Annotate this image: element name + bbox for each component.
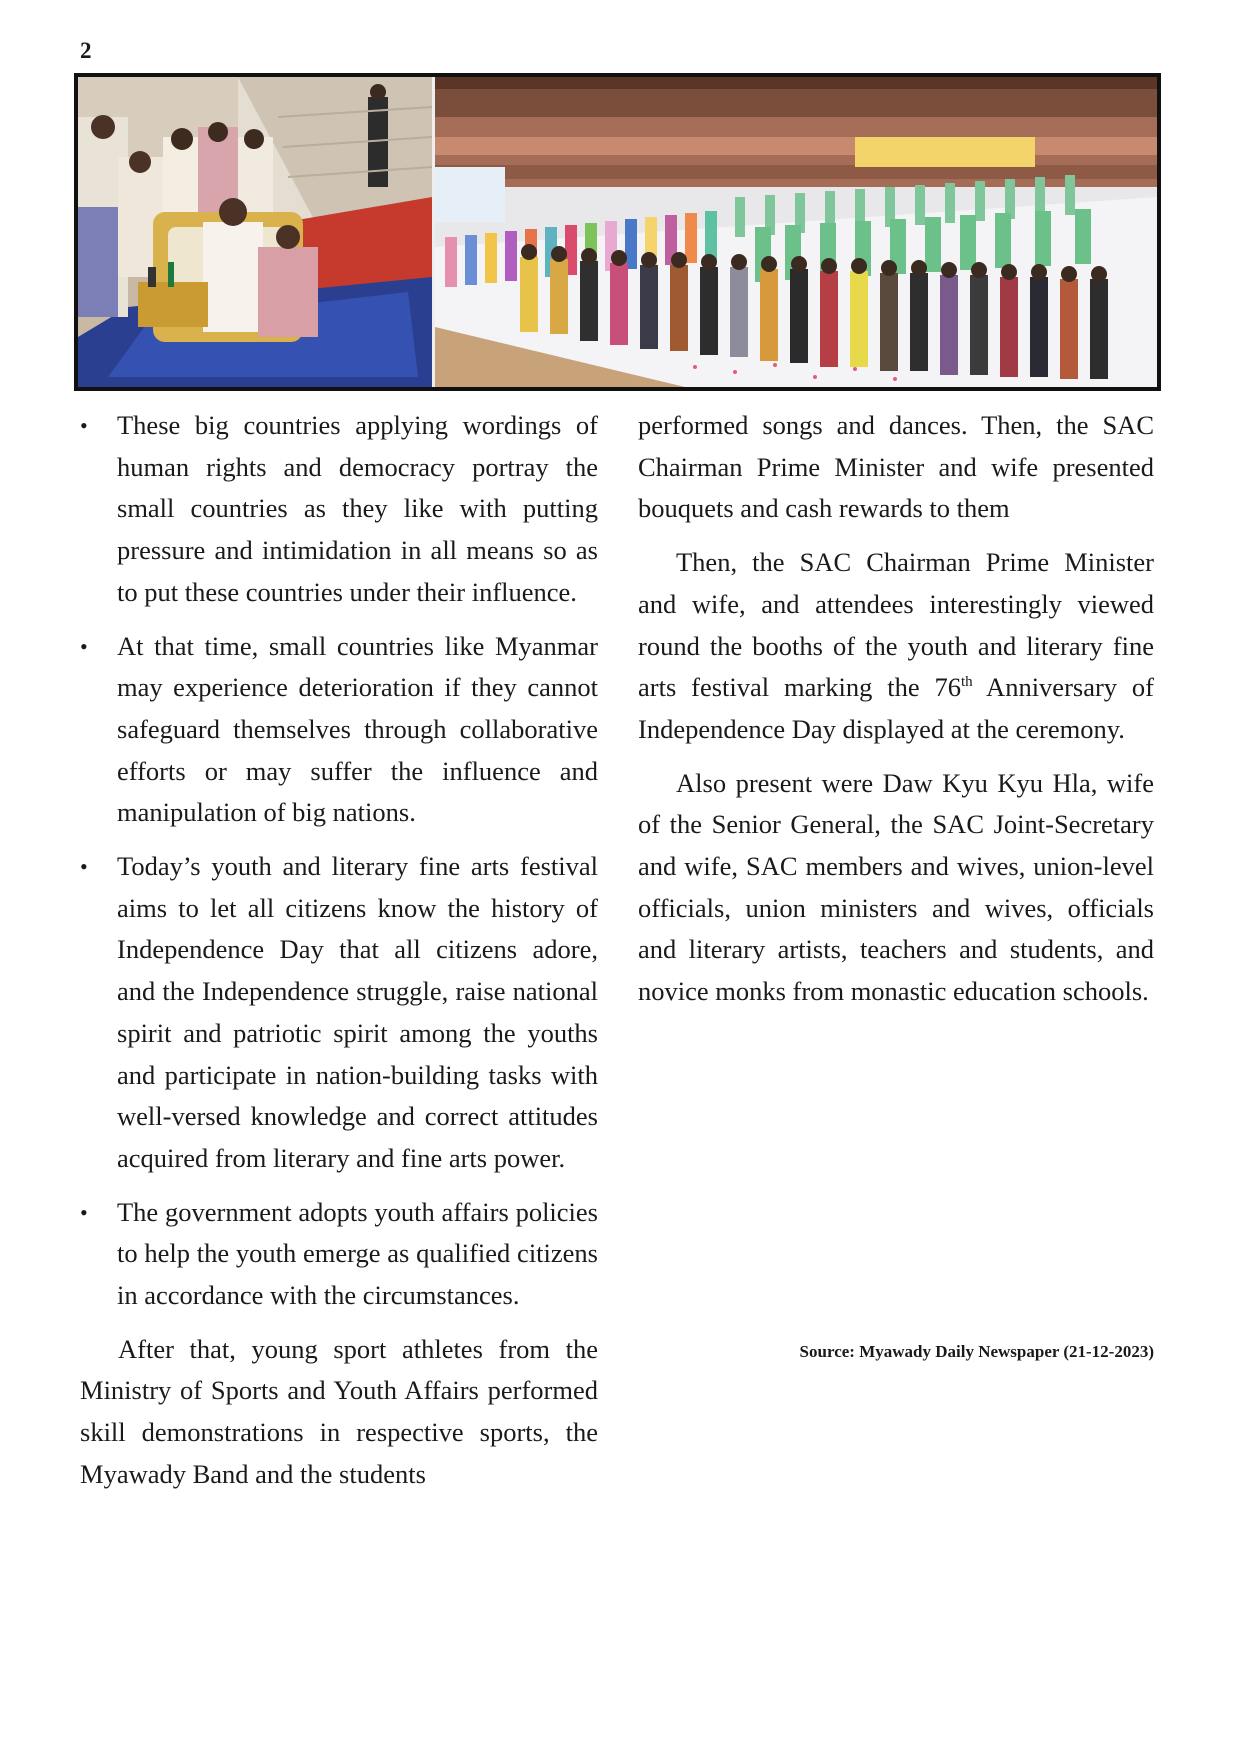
photo-strip bbox=[74, 73, 1161, 391]
bullet-text: Today’s youth and literary fine arts festival aims to let all citizens know the history of Independence Day that all citizens adore, and the Independence struggle, raise national spirit and patriotic spirit among the youths and participate in nation-building tasks with well-versed knowledge and correct attitudes acquired from literary and fine arts power. bbox=[117, 851, 598, 1173]
bullet-dot-icon: • bbox=[80, 854, 88, 880]
bullet-item bbox=[80, 846, 598, 1180]
bullet-dot-icon: • bbox=[80, 1199, 88, 1225]
source-credit: Source: Myawady Daily Newspaper (21-12-2023) bbox=[799, 1342, 1154, 1361]
bullet-item bbox=[80, 1192, 598, 1317]
booths-text-end: Anniversary of Independence Day displayed at the ceremony. bbox=[638, 672, 1154, 744]
bullet-list bbox=[80, 405, 598, 1317]
stadium-performers-photo bbox=[435, 77, 1157, 387]
paragraph-booths bbox=[638, 542, 1154, 751]
bullet-item bbox=[80, 405, 598, 614]
bullet-text: At that time, small countries like Myanmar may experience deterioration if they cannot safeguard themselves through collaborative efforts or may suffer the influence and manipulation of big nations. bbox=[117, 630, 598, 828]
bullet-text: These big countries applying wordings of human rights and democracy portray the small countries as they like with putting pressure and intimidation in all means so as to put these countries under their influence. bbox=[117, 410, 598, 607]
page-number: 2 bbox=[80, 38, 92, 63]
paragraph-athletes-continued: performed songs and dances. Then, the SAC Chairman Prime Minister and wife presented bouquets and cash rewards to them bbox=[638, 410, 1154, 524]
officials-seated-photo bbox=[78, 77, 435, 387]
paragraph-attendees: Also present were Daw Kyu Kyu Hla, wife of the Senior General, the SAC Joint-Secretary and wife, SAC members and wives, union-level officials, union ministers and wives, officials and literary artists, teachers and students, and novice monks from monastic education schools. bbox=[638, 767, 1154, 1007]
left-column bbox=[80, 405, 598, 1496]
bullet-dot-icon: • bbox=[80, 633, 88, 659]
right-column bbox=[638, 405, 1154, 1025]
paragraph-athletes: After that, young sport athletes from the Ministry of Sports and Youth Affairs performed skill demonstrations in respective sports, the Myawady Band and the students bbox=[80, 1333, 598, 1489]
booths-text-start: Then, the SAC Chairman Prime Minister and wife, and attendees interestingly viewed round the booths of the youth and literary fine arts festival marking the 76 bbox=[638, 547, 1154, 703]
bullet-item bbox=[80, 626, 598, 835]
ordinal-suffix: th bbox=[960, 674, 973, 691]
bullet-text: The government adopts youth affairs policies to help the youth emerge as qualified citizens in accordance with the circumstances. bbox=[117, 1196, 598, 1311]
bullet-dot-icon: • bbox=[80, 413, 88, 438]
